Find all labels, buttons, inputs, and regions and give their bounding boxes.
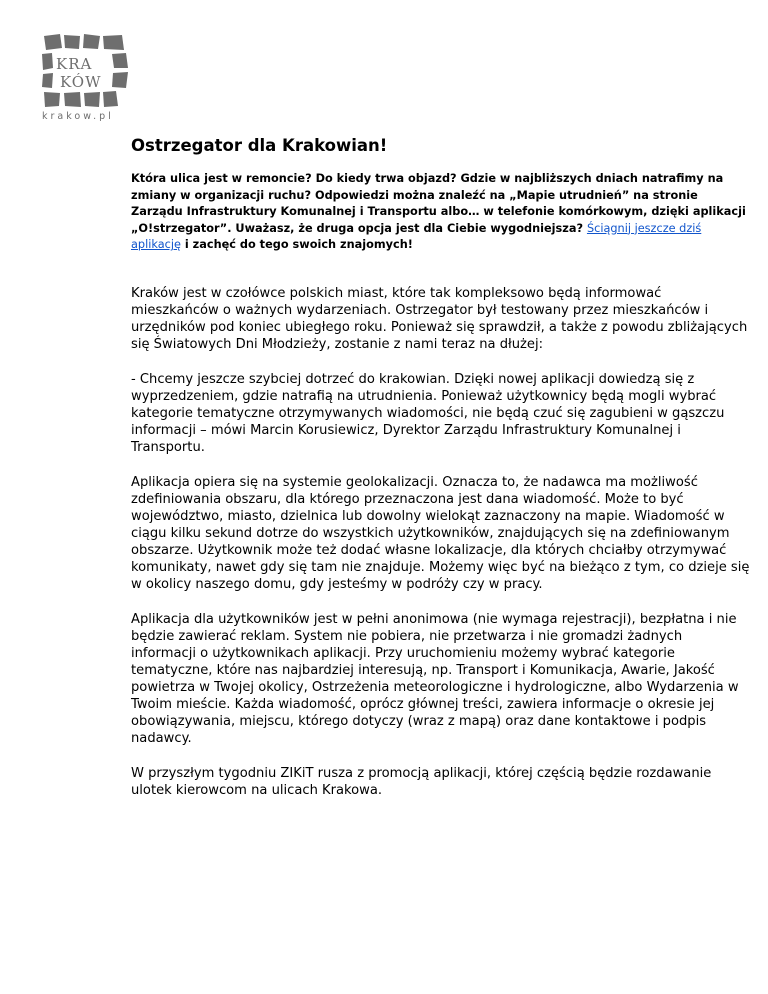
krakow-logo-mark [38, 30, 134, 122]
article-paragraph: Aplikacja dla użytkowników jest w pełni anonimowa (nie wymaga rejestracji), bezpłatna i nie będzie zawierać reklam. System nie pobiera, nie przetwarza i nie gromadzi żadnych informacji o użytkownikach aplikacji. Przy uruchomieniu możemy wybrać kategorie tematyczne, które nas najbardziej interesują, np. Transport i Komunikacja, Awarie, Jakość powietrza w Twojej okolicy, Ostrzeżenia meteorologiczne i hydrologiczne, albo Wydarzenia w Twoim mieście. Każda wiadomość, oprócz głównej treści, zawiera informacje o okresie jej obowiązywania, miejscu, którego dotyczy (wraz z mapą) oraz dane kontaktowe i podpis nadawcy. [131, 611, 739, 746]
article-paragraph: Aplikacja opiera się na systemie geolokalizacji. Oznacza to, że nadawca ma możliwość zdefiniowania obszaru, dla którego przeznaczona jest dana wiadomość. Może to być województwo, miasto, dzielnica lub dowolny wielokąt zaznaczony na mapie. Wiadomość w ciągu kilku sekund dotrze do wszystkich użytkowników, znajdujących się na zdefiniowanym obszarze. Użytkownik może też dodać własne lokalizacje, dla których chciałby otrzymywać komunikaty, nawet gdy się tam nie znajduje. Możemy więc być na bieżąco z tym, co dzieje się w okolicy naszego domu, gdy jesteśmy w podróży czy w pracy. [131, 474, 750, 592]
logo-line2: KÓW [60, 73, 102, 91]
article-title: Ostrzegator dla Krakowian! [131, 136, 388, 155]
article-paragraph: Kraków jest w czołówce polskich miast, które tak kompleksowo będą informować mieszkańców o ważnych wydarzeniach. Ostrzegator był testowany przez mieszkańców i urzędników pod koniec ubiegłego roku. Ponieważ się sprawdził, a także z powodu zbliżających się Światowych Dni Młodzieży, zostanie z nami teraz na dłużej: [131, 285, 748, 352]
article [131, 136, 751, 817]
krakow-logo [38, 30, 134, 122]
logo-caption: krakow.pl [42, 111, 114, 122]
logo-line1: KRA [56, 55, 93, 73]
download-app-link[interactable]: Ściągnij jeszcze dziś aplikację [131, 221, 702, 252]
article-body [131, 285, 751, 799]
lead-text: Która ulica jest w remoncie? Do kiedy trwa objazd? Gdzie w najbliższych dniach natrafimy na zmiany w organizacji ruchu? Odpowiedzi można znaleźć na „Mapie utrudnień” na stronie Zarządu Infrastruktury Komunalnej i Transportu albo… w telefonie komórkowym, dzięki aplikacji „O!strzegator”. Uważasz, że druga opcja jest dla Ciebie wygodniejsza? [131, 172, 746, 235]
article-lead [131, 171, 751, 254]
lead-tail: i zachęć do tego swoich znajomych! [180, 238, 413, 252]
article-paragraph: - Chcemy jeszcze szybciej dotrzeć do krakowian. Dzięki nowej aplikacji dowiedzą się z wyprzedzeniem, gdzie natrafią na utrudnienia. Ponieważ użytkownicy będą mogli wybrać kategorie tematyczne otrzymywanych wiadomości, nie będą czuć się zagubieni w gąszczu informacji – mówi Marcin Korusiewicz, Dyrektor Zarządu Infrastruktury Komunalnej i Transportu. [131, 371, 725, 455]
article-paragraph: W przyszłym tygodniu ZIKiT rusza z promocją aplikacji, której częścią będzie rozdawanie ulotek kierowcom na ulicach Krakowa. [131, 765, 712, 798]
